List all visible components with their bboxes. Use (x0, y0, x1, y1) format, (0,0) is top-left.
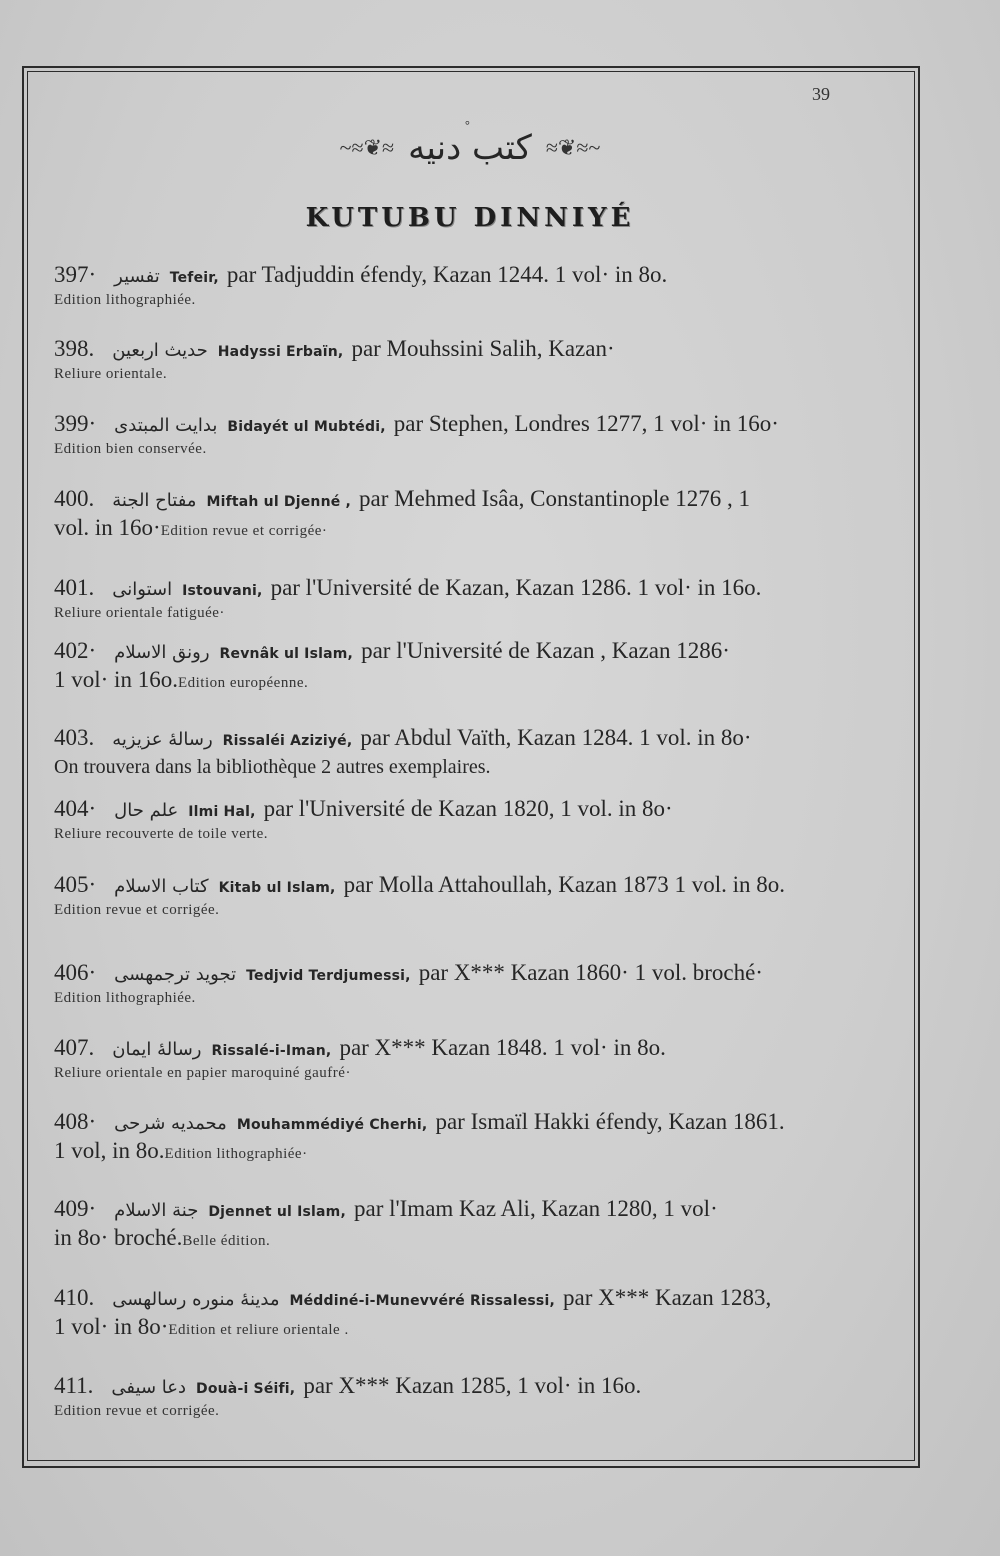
entry-arabic-title: حديث اربعين (112, 340, 208, 361)
entry-number: 411. (54, 1373, 94, 1398)
entry-note: Edition revue et corrigée· (160, 523, 328, 539)
entry-title: Hadyssi Erbaïn, (217, 344, 344, 360)
entry-arabic-title: رسالهٔ عزيزيه (112, 729, 213, 750)
catalog-entry (54, 796, 898, 843)
entry-number: 410. (54, 1285, 95, 1310)
entry-number: 404· (54, 796, 97, 821)
entry-arabic-title: علم حال (114, 800, 179, 821)
entry-note: Reliure orientale fatiguée· (54, 605, 225, 621)
entry-description: par X*** Kazan 1848. 1 vol· in 8o. (339, 1035, 666, 1060)
entry-title: Méddiné-i-Munevvéré Rissalessi, (289, 1293, 555, 1309)
entry-number: 402· (54, 638, 97, 663)
entry-note: Reliure recouverte de toile verte. (54, 826, 268, 842)
entry-note: Edition européenne. (177, 675, 309, 691)
entry-number: 407. (54, 1035, 95, 1060)
header-ornament (0, 118, 940, 168)
catalog-entry (54, 575, 898, 622)
entry-description: par Mouhssini Salih, Kazan· (351, 336, 615, 361)
entry-arabic-title: رونق الاسلام (114, 642, 210, 663)
entry-arabic-title: جنة الاسلام (114, 1200, 199, 1221)
entry-title: Rissalé-i-Iman, (211, 1043, 332, 1059)
entry-title: Douà-i Séifi, (196, 1381, 296, 1397)
entry-arabic-title: بدايت المبتدى (114, 415, 218, 436)
entry-note: Belle édition. (182, 1233, 271, 1249)
entry-line (54, 872, 898, 901)
page-number: 39 (812, 84, 830, 104)
entry-arabic-title: تفسير (114, 266, 160, 287)
catalog-entry (54, 1373, 898, 1420)
entry-arabic-title: كتاب الاسلام (114, 876, 209, 897)
entry-line (54, 575, 898, 604)
entry-note: Edition lithographiée. (54, 990, 196, 1006)
catalog-entry (54, 1109, 898, 1164)
entry-number: 397· (54, 262, 97, 287)
entry-line (54, 1285, 898, 1314)
ornament-left: ~≈❦≈ (339, 135, 395, 160)
entry-note: Edition lithographiée· (164, 1146, 308, 1162)
entry-title: Ilmi Hal, (188, 804, 256, 820)
entry-continuation: 1 vol, in 8o. (54, 1138, 165, 1163)
entry-note: Edition revue et corrigée. (54, 902, 220, 918)
catalog-entry (54, 638, 898, 693)
ornament-ring: ° (465, 118, 470, 132)
entry-title: Istouvani, (182, 583, 263, 599)
entry-continuation: in 8o· broché. (54, 1225, 183, 1250)
entry-continuation: 1 vol· in 16o. (54, 667, 178, 692)
entry-line (54, 1196, 898, 1225)
entry-description: par X*** Kazan 1860· 1 vol. broché· (418, 960, 763, 985)
catalog-entry (54, 960, 898, 1007)
entry-note: Edition lithographiée. (54, 292, 196, 308)
catalog-entry (54, 725, 898, 780)
catalog-entry (54, 486, 898, 541)
entry-title: Kitab ul Islam, (218, 880, 336, 896)
entry-line (54, 1035, 898, 1064)
entry-description: par Ismaïl Hakki éfendy, Kazan 1861. (435, 1109, 785, 1134)
entry-continuation: On trouvera dans la bibliothèque 2 autres exemplaires. (54, 756, 491, 778)
entry-description: par Tadjuddin éfendy, Kazan 1244. 1 vol· in 8o. (226, 262, 668, 287)
catalog-entry (54, 872, 898, 919)
entry-arabic-title: استوانی (112, 579, 173, 600)
catalog-entry (54, 262, 898, 309)
entry-description: par l'Université de Kazan , Kazan 1286· (361, 638, 730, 663)
catalog-entry (54, 411, 898, 458)
entry-line (54, 411, 898, 440)
entry-line (54, 960, 898, 989)
entry-title: Revnâk ul Islam, (219, 646, 354, 662)
catalog-entry (54, 1196, 898, 1251)
entry-description: par X*** Kazan 1283, (563, 1285, 772, 1310)
entry-description: par Molla Attahoullah, Kazan 1873 1 vol. in 8o. (343, 872, 785, 897)
entry-note: Edition revue et corrigée. (54, 1403, 220, 1419)
entry-title: Bidayét ul Mubtédi, (227, 419, 386, 435)
entry-number: 409· (54, 1196, 97, 1221)
entry-arabic-title: دعا سيفى (111, 1377, 186, 1398)
entry-title: Rissaléi Aziziyé, (222, 733, 353, 749)
entry-arabic-title: مفتاح الجنة (112, 490, 197, 511)
entry-continuation: vol. in 16o· (54, 515, 161, 540)
entry-line (54, 486, 898, 515)
entry-description: par Abdul Vaïth, Kazan 1284. 1 vol. in 8o· (360, 725, 752, 750)
entry-description: par l'Université de Kazan, Kazan 1286. 1 vol· in 16o. (270, 575, 762, 600)
entry-number: 405· (54, 872, 97, 897)
entry-line (54, 638, 898, 667)
entry-line (54, 1373, 898, 1402)
header-arabic: كتب دنيه (408, 128, 532, 168)
entry-title: Mouhammédiyé Cherhi, (236, 1117, 428, 1133)
entry-description: par l'Université de Kazan 1820, 1 vol. in 8o· (263, 796, 673, 821)
entry-line (54, 725, 898, 754)
entry-number: 399· (54, 411, 97, 436)
entry-note: Reliure orientale. (54, 366, 168, 382)
entry-number: 401. (54, 575, 95, 600)
entry-note: Edition bien conservée. (54, 441, 207, 457)
entry-description: par X*** Kazan 1285, 1 vol· in 16o. (303, 1373, 642, 1398)
entry-title: Djennet ul Islam, (208, 1204, 346, 1220)
entry-number: 408· (54, 1109, 97, 1134)
entry-continuation: 1 vol· in 8o· (54, 1314, 169, 1339)
entry-arabic-title: محمديه شرحى (114, 1113, 227, 1134)
entry-title: Tedjvid Terdjumessi, (246, 968, 411, 984)
entry-number: 406· (54, 960, 97, 985)
entry-description: par Mehmed Isâa, Constantinople 1276 , 1 (359, 486, 750, 511)
entry-line (54, 1109, 898, 1138)
entry-note: Reliure orientale en papier maroquiné gaufré· (54, 1065, 351, 1081)
catalog-entry (54, 1035, 898, 1082)
entry-line (54, 796, 898, 825)
entry-line (54, 336, 898, 365)
page-title: KUTUBU DINNIYÉ (305, 203, 635, 233)
entry-note: Edition et reliure orientale . (168, 1322, 349, 1338)
entry-number: 403. (54, 725, 95, 750)
catalog-entry (54, 336, 898, 383)
ornament-right: ≈❦≈~ (545, 135, 601, 160)
entry-description: par Stephen, Londres 1277, 1 vol· in 16o· (393, 411, 779, 436)
entry-arabic-title: تجويد ترجمهسى (114, 964, 237, 985)
entry-description: par l'Imam Kaz Ali, Kazan 1280, 1 vol· (354, 1196, 718, 1221)
entry-arabic-title: رسالهٔ ايمان (112, 1039, 202, 1060)
entry-number: 398. (54, 336, 95, 361)
entry-number: 400. (54, 486, 95, 511)
entry-arabic-title: مدينهٔ منوره رسالهسى (112, 1289, 280, 1310)
entry-title: Miftah ul Djenné , (206, 494, 352, 510)
entry-line (54, 262, 898, 291)
entry-title: Tefeir, (169, 270, 219, 286)
catalog-entry (54, 1285, 898, 1340)
